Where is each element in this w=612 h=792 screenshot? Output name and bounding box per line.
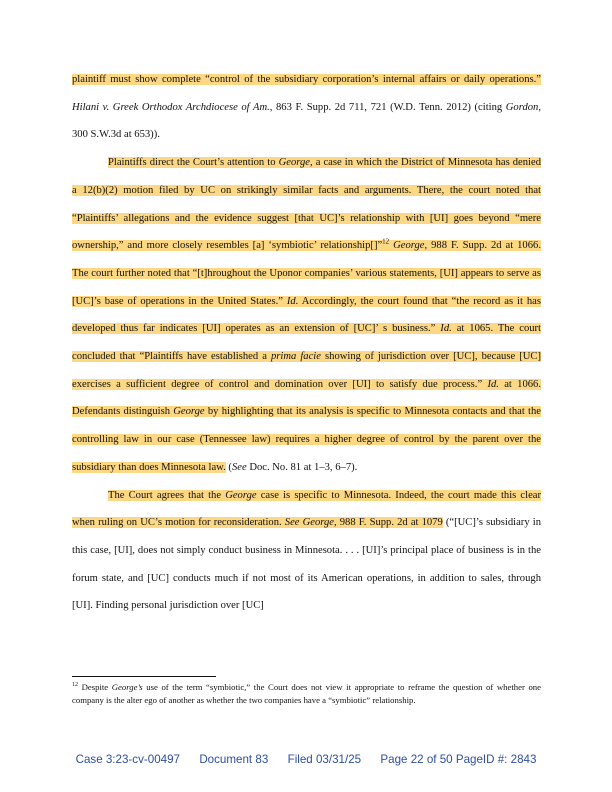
text-run: , a case in which the District of Minnesota has denied a 12(b)(2) motion filed by UC on strikingly similar facts and arguments. There, the court noted that “Plaintiffs’ allegations and the evidence suggest [that UC]’s relationship with [UI] goes beyond “mere ownership,” and more closely resembles [a] ‘symbiotic’ relationship[]”	[72, 157, 541, 252]
text-run: The Court agrees that the	[108, 489, 226, 501]
signal-see: See	[231, 461, 247, 473]
page-footer	[0, 753, 612, 766]
paragraph-2	[72, 149, 541, 481]
text-run: , 863 F. Supp. 2d 711, 721 (W.D. Tenn. 2012) (citing	[269, 101, 506, 113]
text-run: use of the term “symbiotic,” the Court does not view it appropriate to reframe the question of whether one company is the alter ego of another as whether the two companies have a “symbiotic” relationship.	[72, 682, 541, 705]
id-citation: Id.	[440, 323, 452, 335]
case-citation: See George	[284, 517, 334, 529]
highlighted-text	[72, 157, 541, 473]
case-citation: Gordon	[505, 101, 539, 113]
text-run: Doc. No. 81 at 1–3, 6–7).	[246, 461, 358, 473]
text-run: Despite	[78, 682, 112, 692]
case-citation: George	[173, 406, 205, 418]
footnote-divider	[72, 676, 216, 677]
paragraph-1	[72, 66, 541, 149]
text-run: , 300 S.W.3d at 653)).	[72, 101, 541, 141]
text-run: case is specific to Minnesota. Indeed, the court made this clear when ruling on UC’s motion for reconsideration.	[72, 489, 542, 529]
footnote-number: 12	[72, 682, 78, 689]
case-citation: George	[393, 240, 425, 252]
case-citation: Hilani v. Greek Orthodox Archdiocese of Am.	[72, 101, 270, 113]
footer-document-number: Document 83	[199, 753, 269, 766]
paragraph-3	[72, 482, 541, 621]
footnote	[72, 681, 541, 706]
id-citation: Id.	[487, 378, 499, 390]
footer-filed-date: Filed 03/31/25	[287, 753, 362, 766]
highlighted-text	[72, 74, 541, 85]
case-citation: George	[278, 157, 310, 169]
text-run: at 1066. Defendants distinguish	[72, 378, 542, 418]
case-citation: George’s	[111, 682, 143, 692]
text-run: showing of jurisdiction over [UC], because [UC] exercises a sufficient degree of control and domination over [UI] to satisfy due process.”	[72, 351, 542, 390]
footer-page-id: Page 22 of 50 PageID #: 2843	[380, 753, 537, 766]
text-run: Accordingly, the court found that “the record as it has developed thus far indicates [UI] operates as an extension of [UC]’ s business.”	[72, 295, 541, 335]
footnote-ref[interactable]: 12	[382, 237, 390, 246]
text-run: plaintiff must show complete “control of the subsidiary corporation’s internal affairs or daily operations.”	[72, 74, 541, 85]
footer-case-number: Case 3:23-cv-00497	[75, 753, 180, 766]
text-run: , 988 F. Supp. 2d at 1066. The court further noted that “[t]hroughout the Uponor companies’ various statements, [UI] appears to serve as [UC]’s base of operations in the United States.”	[72, 240, 541, 307]
text-run: at 1065. The court concluded that “Plaintiffs have established a	[72, 323, 542, 363]
text-run: , 988 F. Supp. 2d at 1079	[333, 517, 443, 529]
body-text	[72, 66, 541, 620]
case-citation: George	[225, 489, 257, 501]
text-run: by highlighting that its analysis is specific to Minnesota contacts and that the controlling law in our case (Tennessee law) requires a higher degree of control by the parent over the subsidiary than does Minnesota law.	[72, 406, 541, 473]
text-run: (	[225, 461, 232, 473]
latin-term: prima facie	[270, 351, 321, 363]
text-run: Plaintiffs direct the Court’s attention to	[108, 157, 279, 169]
text-run: (“[UC]’s subsidiary in this case, [UI], does not simply conduct business in Minnesota. . . . [UI]’s principal place of business is in the forum state, and [UC] conducts much if not most of its American operations, in addition to sales, through [UI]. Finding personal jurisdiction over [UC]	[72, 517, 541, 612]
id-citation: Id.	[286, 295, 299, 307]
